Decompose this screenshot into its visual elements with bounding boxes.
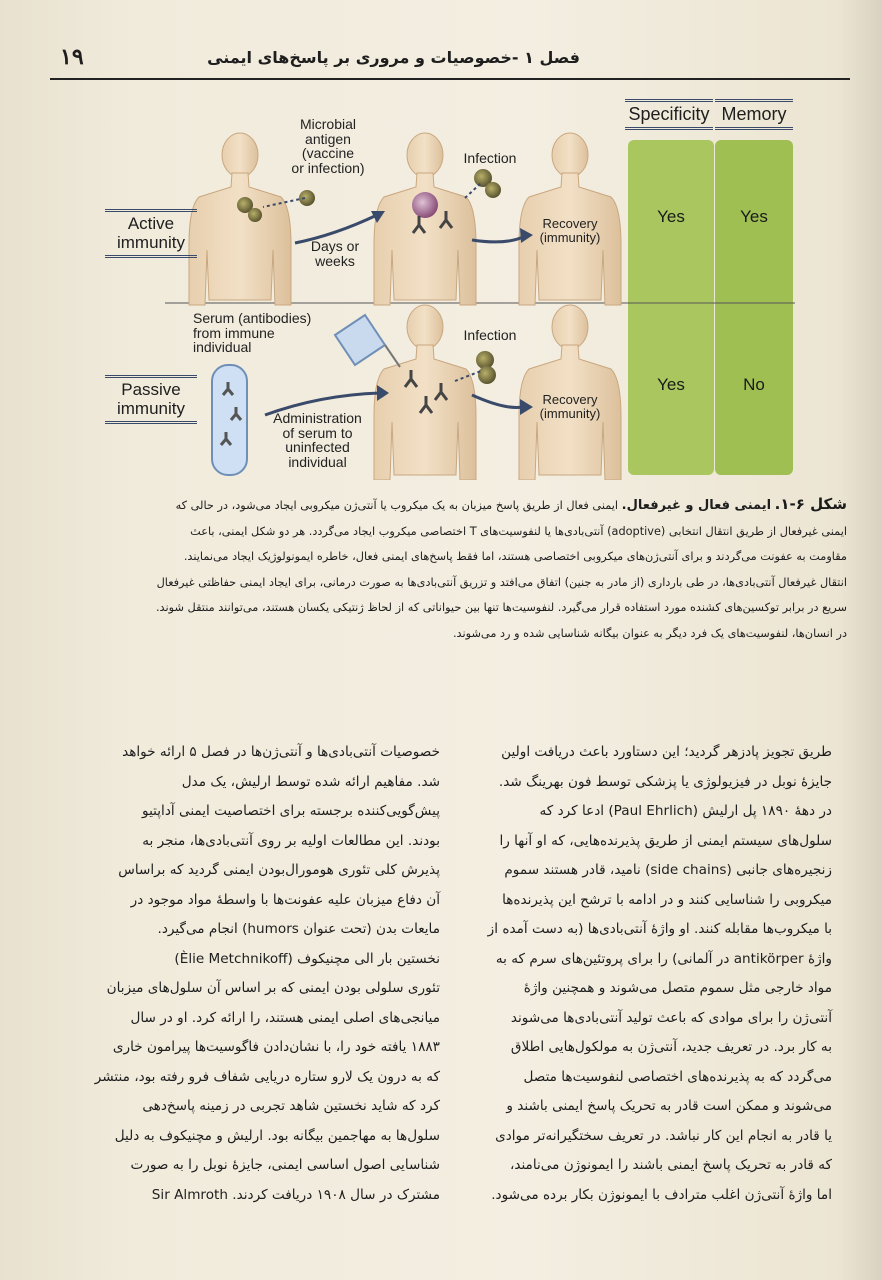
chapter-title: فصل ۱ -خصوصیات و مروری بر پاسخ‌های ایمنی [207, 48, 580, 67]
column-header-specificity: Specificity [625, 99, 713, 130]
immune-cell-icon [412, 192, 438, 218]
text-line: خصوصیات آنتی‌بادی‌ها و آنتی‌ژن‌ها در فصل ۵ ارائه خواهد [122, 744, 440, 760]
passive-immunity-label: Passive immunity [105, 375, 197, 424]
caption-line: سریع در برابر توکسین‌های کشنده مورد استفاده قرار می‌گیرد. لنفوسیت‌ها تنها بین حیواناتی که از لحاظ ژنتیکی یکسان هستند، می‌توانند منتقل شوند. [155, 601, 847, 614]
text-line: واژهٔ antikörper در آلمانی) را برای پروتئین‌های سرم که به [495, 950, 832, 967]
caption-line: در انسان‌ها، لنفوسیت‌های یک فرد دیگر به عنوان بیگانه شناسایی شده و رد می‌شوند. [452, 626, 847, 640]
text-line: مشترک در سال ۱۹۰۸ دریافت کردند. Sir Almroth [151, 1186, 440, 1203]
caption-line: مقاومت به عفونت می‌گردند و برای آنتی‌ژن‌های میکروبی اختصاصی هستند، اما فقط پاسخ‌های ایمنی فعال، خاطره ایمونولوژیک ایجاد می‌نمایند. [183, 550, 847, 563]
text-line: تئوری سلولی بودن ایمنی که بر اساس آن سلول‌های میزبان [106, 980, 440, 996]
figure-illustration [95, 95, 800, 480]
text-line: مایعات بدن (تحت عنوان humors) انجام می‌گیرد. [157, 921, 440, 937]
text-line: شد. مفاهیم ارائه شده توسط ارلیش، یک مدل [181, 773, 440, 790]
text-line: به کار برد. در تعریف جدید، آنتی‌ژن به مولکول‌هایی اطلاق [510, 1039, 832, 1055]
body-column-left [65, 738, 440, 1210]
serum-test-tube-icon [212, 365, 247, 475]
active-specificity-value: Yes [657, 207, 685, 226]
text-line: می‌شوند و ممکن است قادر به تحریک پاسخ ایمنی باشند و [506, 1098, 832, 1114]
text-line: سلول‌های سیستم ایمنی از طریق پذیرنده‌هایی، که او آنها را [499, 832, 832, 849]
text-line: می‌گردد که به پذیرنده‌های اختصاصی لنفوسیت‌ها متصل [523, 1068, 832, 1085]
text-line: یا قادر به انجام این کار نباشد. در تعریف سختگیرانه‌تر موادی [495, 1127, 832, 1144]
label-serum: Serum (antibodies) from immune individual [193, 310, 312, 356]
text-line: ۱۸۸۳ یافته خود را، با نشان‌دادن فاگوسیت‌ها پیرامون خاری [112, 1039, 440, 1055]
label-microbial-antigen: Microbial antigen (vaccine or infection) [291, 116, 365, 177]
text-line: طریق تجویز پادزهر گردید؛ این دستاورد باعث دریافت اولین [501, 744, 832, 760]
caption-line: شکل ۶-۱. ایمنی فعال و غیرفعال. ایمنی فعال از طریق پاسخ میزبان به یک میکروب یا آنتی‌ژن میکروبی ایجاد می‌شود، در حالی که [175, 495, 847, 513]
column-header-memory: Memory [715, 99, 793, 130]
text-line: مواد خارجی مثل سموم متصل می‌شوند و همچنین واژهٔ [523, 980, 832, 996]
caption-line: انتقال غیرفعال آنتی‌بادی‌ها، در طی بارداری (از مادر به جنین) اتفاق می‌افتد و تزریق آنتی‌بادی‌ها به صورت درمانی، برای ایجاد ایمنی حفاظتی غیرفعال [156, 575, 847, 589]
caption-line: ایمنی غیرفعال از طریق انتقال انتخابی (adoptive) آنتی‌بادی‌ها یا لنفوسیت‌های T اختصاصی میکروب ایجاد می‌گردد. هر دو شکل ایمنی، باعث [190, 524, 847, 538]
text-line: میانجی‌های اصلی ایمنی هستند، را ارائه کرد. او در سال [130, 1009, 440, 1026]
label-infection-top: Infection [463, 150, 517, 166]
text-line: سلول‌ها به مهاجمین بیگانه بود. ارلیش و مچنیکوف به دلیل [114, 1127, 440, 1144]
text-line: آنتی‌ژن را برای موادی که باعث تولید آنتی‌بادی‌ها می‌شوند [510, 1009, 832, 1026]
specificity-panel [628, 140, 714, 475]
caption-title: ایمنی فعال و غیرفعال. [621, 498, 772, 513]
text-line: زنجیره‌های جانبی (side chains) نامید، قادر هستند سموم [504, 862, 832, 878]
text-line: بودند. این مطالعات اولیه بر روی آنتی‌بادی‌ها، منجر به [142, 832, 440, 849]
label-days-or-weeks: Days or weeks [310, 238, 360, 269]
text-line: جایزهٔ نوبل در فیزیولوژی یا پزشکی توسط فون بهرینگ شد. [498, 773, 832, 790]
label-recovery-bottom: Recovery (immunity) [539, 392, 601, 421]
syringe-icon [335, 315, 400, 367]
passive-specificity-value: Yes [657, 375, 685, 394]
passive-memory-value: No [743, 375, 765, 394]
page-header [50, 40, 850, 80]
page-number: ۱۹ [60, 44, 84, 70]
text-line: که به درون یک لارو ستاره دریایی شفاف فرو رفته بود، منتشر [94, 1068, 440, 1085]
text-line: نخستین بار الی مچنیکوف (Èlie Metchnikoff) [174, 950, 440, 967]
text-line: اما واژهٔ آنتی‌ژن اغلب مترادف با ایمونوژن بکار برده می‌شود. [491, 1186, 832, 1203]
active-memory-value: Yes [740, 207, 768, 226]
text-line: پذیرش کلی تئوری هومورال‌بودن ایمنی گردید که براساس [118, 862, 440, 878]
label-recovery-top: Recovery (immunity) [539, 216, 601, 245]
label-infection-bottom: Infection [463, 327, 517, 343]
text-line: که قادر به تحریک پاسخ ایمنی باشند را ایمونوژن می‌نامند، [509, 1157, 832, 1173]
caption-label: شکل ۶-۱. [774, 495, 847, 513]
memory-panel [715, 140, 793, 475]
label-administration: Administration of serum to uninfected individual [273, 410, 362, 471]
text-line: با میکروب‌ها مقابله کنند. او واژهٔ آنتی‌بادی‌ها (به دست آمده از [487, 921, 832, 937]
figure-caption [55, 492, 847, 646]
text-line: آن دفاع میزبان علیه عفونت‌ها با واسطهٔ مواد موجود در [130, 891, 440, 908]
figure-active-passive-immunity [95, 95, 800, 480]
text-line: کرد که شاید نخستین شاهد تجربی در زمینه پاسخ‌دهی [142, 1098, 440, 1114]
text-line: میکروبی را شناسایی کنند و در ادامه با ترشح این پذیرنده‌ها [502, 891, 832, 908]
text-line: در دههٔ ۱۸۹۰ پل ارلیش (Paul Ehrlich) ادعا کرد که [539, 803, 832, 819]
active-immunity-label: Active immunity [105, 209, 197, 258]
text-line: شناسایی اصول اساسی ایمنی، جایزهٔ نوبل را به صورت [130, 1157, 440, 1173]
body-column-right [457, 738, 832, 1210]
text-line: پیش‌گویی‌کننده برجسته برای اختصاصیت ایمنی آداپتیو [142, 803, 440, 819]
